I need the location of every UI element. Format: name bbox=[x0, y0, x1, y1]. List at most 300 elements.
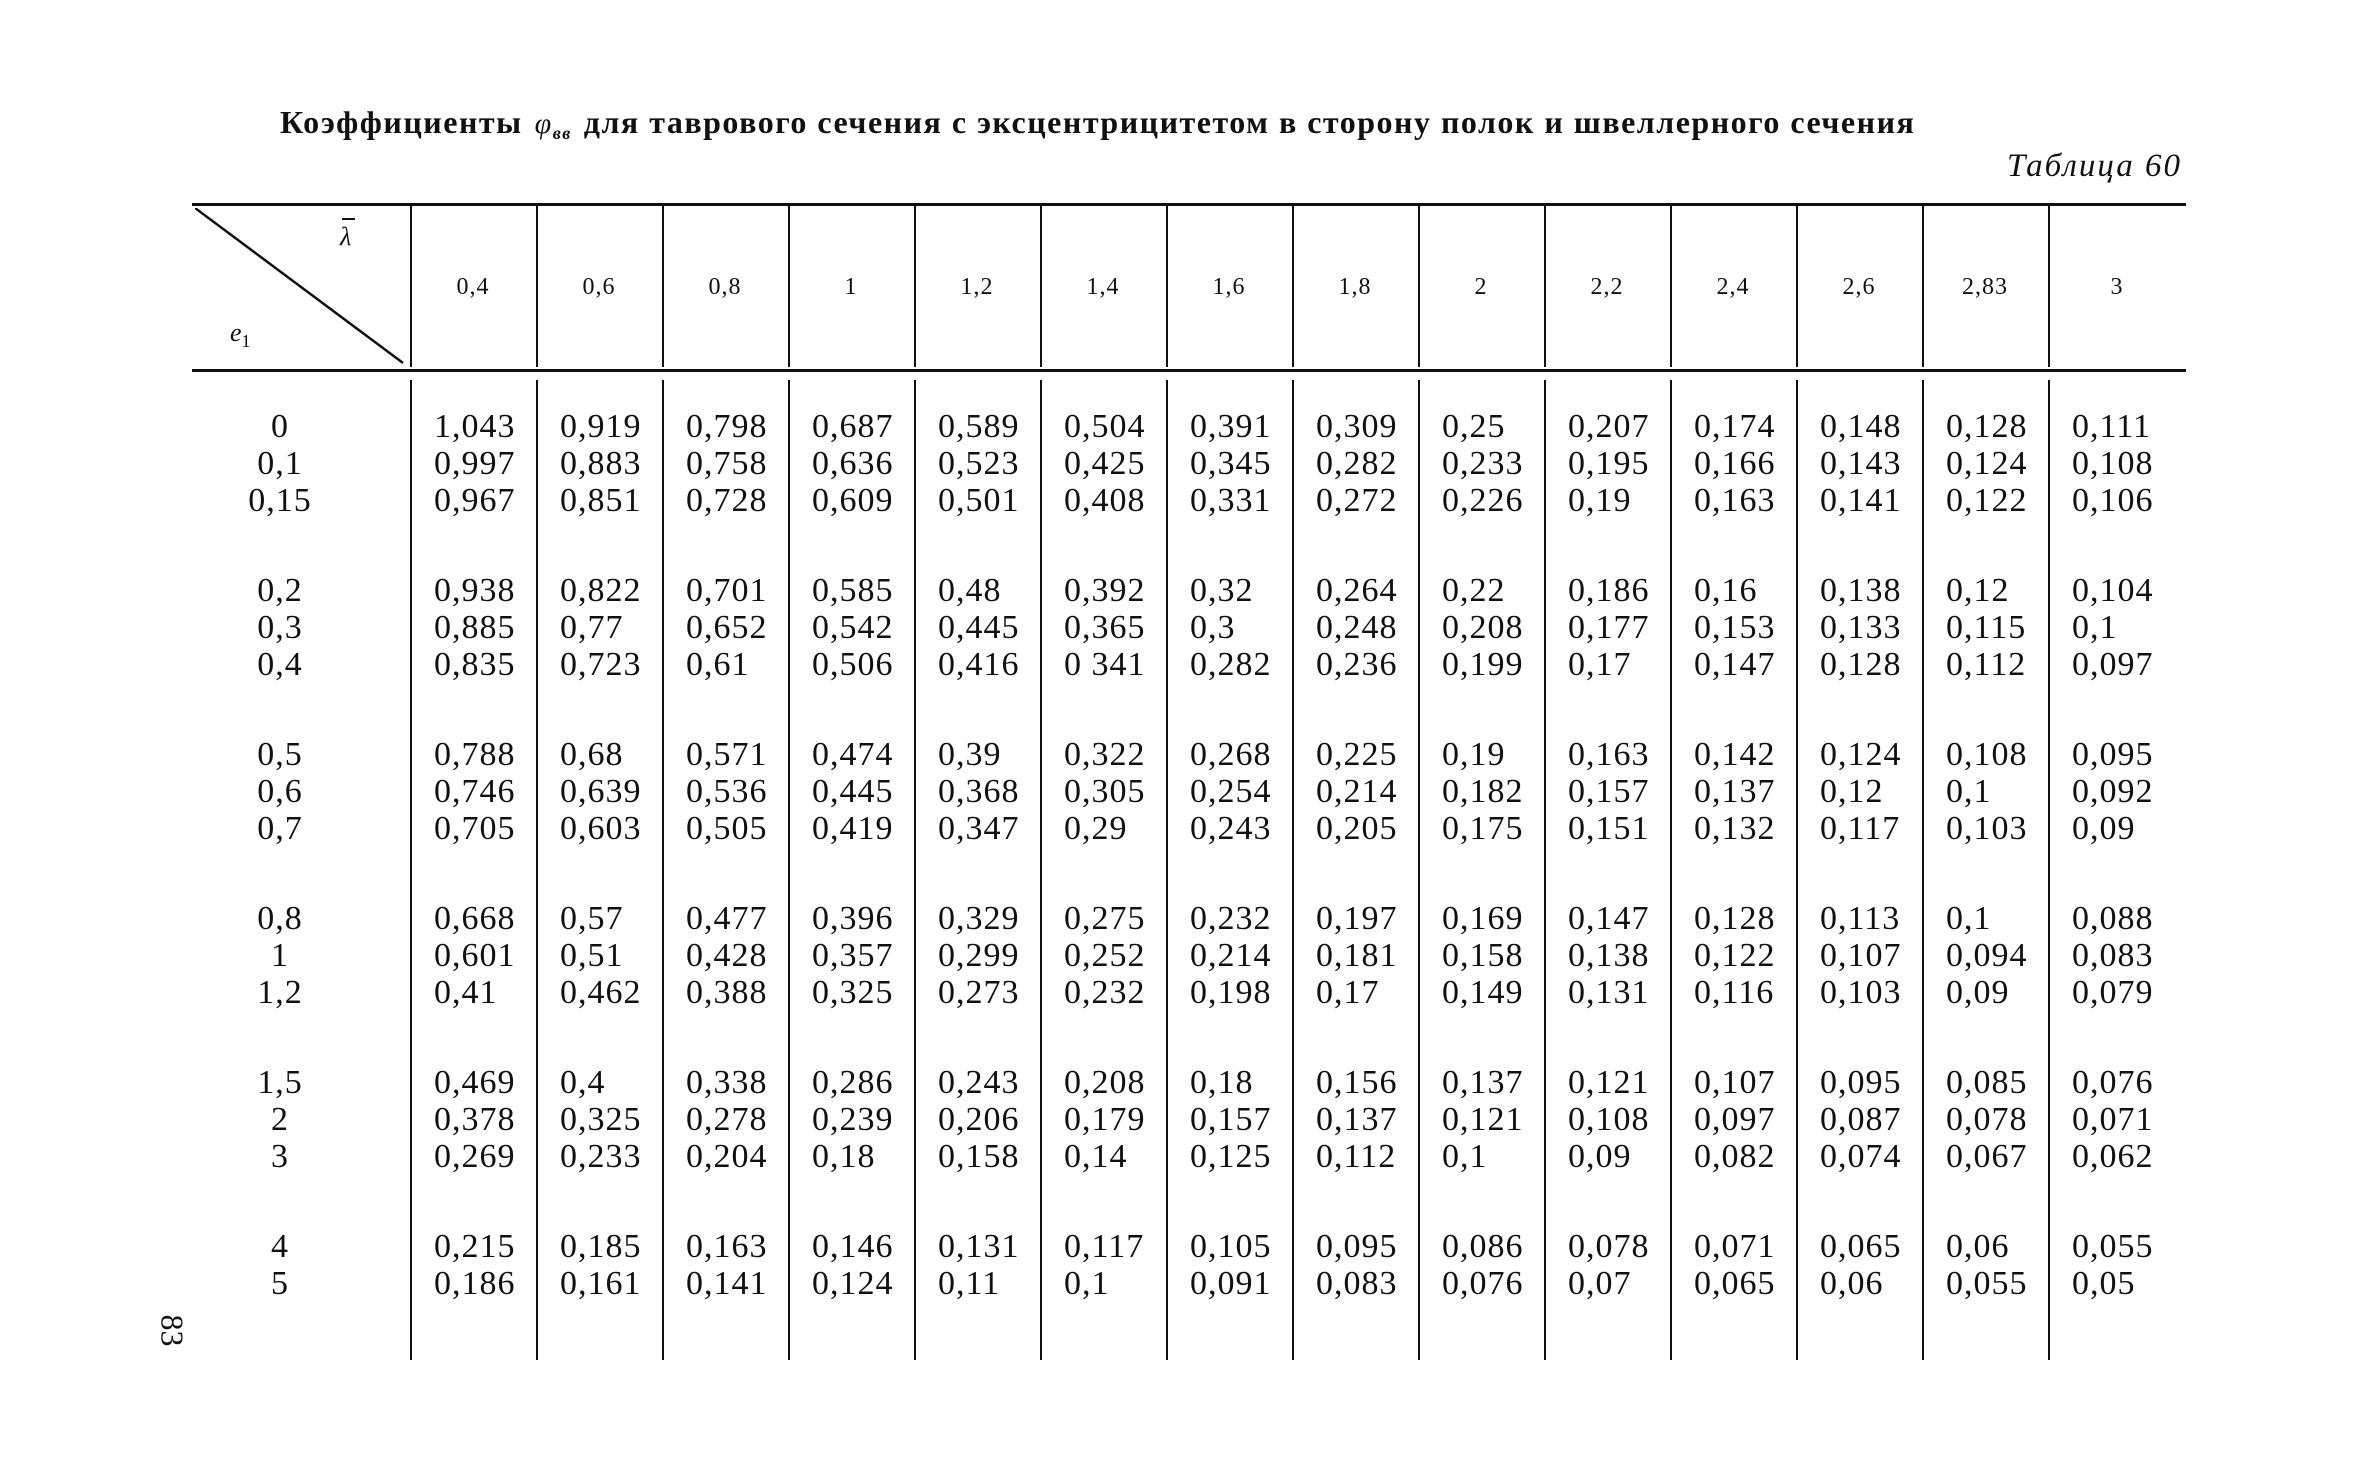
coefficient-cell: 0,746 bbox=[434, 773, 516, 810]
coefficient-cell: 0,636 bbox=[812, 445, 894, 482]
coefficient-cell: 0,208 bbox=[1064, 1064, 1146, 1101]
coefficient-cell: 0,226 bbox=[1442, 482, 1524, 519]
coefficient-column-group bbox=[1316, 1228, 1398, 1302]
coefficient-cell: 0,347 bbox=[938, 810, 1020, 847]
coefficient-column-group bbox=[1190, 572, 1272, 683]
coefficient-cell: 0,243 bbox=[938, 1064, 1020, 1101]
coefficient-cell: 0,177 bbox=[1568, 609, 1650, 646]
coefficient-cell: 0,835 bbox=[434, 646, 516, 683]
coefficient-column-group bbox=[938, 1228, 1020, 1302]
coefficient-cell: 0,104 bbox=[2072, 572, 2154, 609]
coefficient-cell: 0,41 bbox=[434, 974, 498, 1011]
coefficient-cell: 0,214 bbox=[1190, 937, 1272, 974]
coefficient-column-group bbox=[1442, 1228, 1524, 1302]
coefficient-cell: 0,687 bbox=[812, 408, 894, 445]
coefficient-column-group bbox=[1190, 1228, 1272, 1302]
coefficient-cell: 0,143 bbox=[1820, 445, 1902, 482]
coefficient-cell: 0,388 bbox=[686, 974, 768, 1011]
lambda-header-cell: 2,2 bbox=[1590, 274, 1624, 300]
body-column-line bbox=[410, 380, 412, 1360]
coefficient-cell: 0,39 bbox=[938, 736, 1002, 773]
corner-diagonal bbox=[195, 208, 415, 366]
coefficient-cell: 0,06 bbox=[1820, 1265, 1884, 1302]
coefficient-cell: 0,269 bbox=[434, 1138, 516, 1175]
coefficient-column-group bbox=[560, 408, 642, 519]
header-rule bbox=[192, 369, 2186, 372]
coefficient-column-group bbox=[1190, 1064, 1272, 1175]
coefficient-column-group bbox=[938, 408, 1020, 519]
coefficient-cell: 0,254 bbox=[1190, 773, 1272, 810]
coefficient-cell: 0,233 bbox=[560, 1138, 642, 1175]
e1-value-group bbox=[200, 572, 360, 683]
coefficient-column-group bbox=[686, 1064, 768, 1175]
coefficient-cell: 0,728 bbox=[686, 482, 768, 519]
coefficient-cell: 0,158 bbox=[1442, 937, 1524, 974]
lambda-header-cell: 1,6 bbox=[1212, 274, 1246, 300]
coefficient-cell: 0,396 bbox=[812, 900, 894, 937]
coefficient-cell: 0,107 bbox=[1820, 937, 1902, 974]
coefficient-cell: 0 341 bbox=[1064, 646, 1146, 683]
coefficient-cell: 0,571 bbox=[686, 736, 768, 773]
coefficient-cell: 0,07 bbox=[1568, 1265, 1632, 1302]
e1-value-group bbox=[200, 1064, 360, 1175]
lambda-header-cell: 2 bbox=[1474, 274, 1488, 300]
coefficient-cell: 0,883 bbox=[560, 445, 642, 482]
e1-value: 1,2 bbox=[257, 974, 303, 1011]
coefficient-column-group bbox=[812, 1228, 894, 1302]
coefficient-cell: 0,05 bbox=[2072, 1265, 2136, 1302]
coefficient-cell: 0,166 bbox=[1694, 445, 1776, 482]
coefficient-column-group bbox=[1316, 900, 1398, 1011]
e1-value: 1,5 bbox=[257, 1064, 303, 1101]
e1-value: 0,3 bbox=[257, 609, 303, 646]
coefficient-column-group bbox=[1946, 572, 2026, 683]
body-column-line bbox=[914, 380, 916, 1360]
coefficient-cell: 0,083 bbox=[1316, 1265, 1398, 1302]
coefficient-column-group bbox=[1568, 1228, 1650, 1302]
coefficient-cell: 0,239 bbox=[812, 1101, 894, 1138]
coefficient-cell: 0,1 bbox=[1442, 1138, 1488, 1175]
coefficient-cell: 0,199 bbox=[1442, 646, 1524, 683]
coefficient-cell: 0,174 bbox=[1694, 408, 1776, 445]
coefficient-cell: 0,198 bbox=[1190, 974, 1272, 1011]
coefficient-column-group bbox=[434, 408, 516, 519]
coefficient-column-group bbox=[812, 408, 894, 519]
table-number-label: Таблица 60 bbox=[2007, 148, 2182, 184]
lambda-header-cell: 1,8 bbox=[1338, 274, 1372, 300]
title-lead: Коэффициенты bbox=[280, 104, 523, 140]
coefficient-cell: 0,132 bbox=[1694, 810, 1776, 847]
coefficient-cell: 0,122 bbox=[1694, 937, 1776, 974]
coefficient-cell: 0,25 bbox=[1442, 408, 1506, 445]
coefficient-cell: 0,157 bbox=[1568, 773, 1650, 810]
coefficient-cell: 0,18 bbox=[812, 1138, 876, 1175]
e1-value: 4 bbox=[271, 1228, 289, 1265]
coefficient-cell: 0,51 bbox=[560, 937, 624, 974]
coefficient-cell: 0,17 bbox=[1316, 974, 1380, 1011]
coefficient-cell: 0,163 bbox=[686, 1228, 768, 1265]
coefficient-cell: 0,065 bbox=[1820, 1228, 1902, 1265]
coefficient-cell: 0,77 bbox=[560, 609, 624, 646]
coefficient-cell: 0,186 bbox=[434, 1265, 516, 1302]
coefficient-cell: 0,09 bbox=[1946, 974, 2010, 1011]
coefficient-cell: 0,128 bbox=[1820, 646, 1902, 683]
coefficient-cell: 0,09 bbox=[2072, 810, 2136, 847]
coefficient-column-group bbox=[2072, 736, 2154, 847]
coefficient-cell: 0,062 bbox=[2072, 1138, 2154, 1175]
coefficient-cell: 0,055 bbox=[1946, 1265, 2028, 1302]
coefficient-cell: 0,445 bbox=[812, 773, 894, 810]
coefficient-cell: 0,668 bbox=[434, 900, 516, 937]
coefficient-column-group bbox=[2072, 1228, 2154, 1302]
coefficient-column-group bbox=[938, 1064, 1020, 1175]
coefficient-cell: 0,106 bbox=[2072, 482, 2154, 519]
header-column-line bbox=[1040, 205, 1042, 367]
coefficient-column-group bbox=[812, 1064, 894, 1175]
coefficient-cell: 0,125 bbox=[1190, 1138, 1272, 1175]
coefficient-cell: 0,788 bbox=[434, 736, 516, 773]
coefficient-cell: 0,22 bbox=[1442, 572, 1506, 609]
coefficient-cell: 0,181 bbox=[1316, 937, 1398, 974]
coefficient-cell: 0,103 bbox=[1946, 810, 2028, 847]
coefficient-cell: 0,112 bbox=[1946, 646, 2027, 683]
coefficient-column-group bbox=[434, 1228, 516, 1302]
header-column-line bbox=[1796, 205, 1798, 367]
coefficient-cell: 0,652 bbox=[686, 609, 768, 646]
body-column-line bbox=[1166, 380, 1168, 1360]
coefficient-cell: 0,601 bbox=[434, 937, 516, 974]
coefficient-cell: 0,603 bbox=[560, 810, 642, 847]
coefficient-cell: 0,208 bbox=[1442, 609, 1524, 646]
coefficient-cell: 0,09 bbox=[1568, 1138, 1632, 1175]
coefficient-cell: 0,252 bbox=[1064, 937, 1146, 974]
header-column-line bbox=[1292, 205, 1294, 367]
coefficient-cell: 0,097 bbox=[2072, 646, 2154, 683]
coefficient-cell: 0,723 bbox=[560, 646, 642, 683]
coefficient-cell: 0,124 bbox=[1820, 736, 1902, 773]
coefficient-column-group bbox=[1946, 900, 2028, 1011]
coefficient-cell: 0,542 bbox=[812, 609, 894, 646]
lambda-header-cell: 1,4 bbox=[1086, 274, 1120, 300]
coefficient-cell: 0,186 bbox=[1568, 572, 1650, 609]
coefficient-cell: 0,197 bbox=[1316, 900, 1398, 937]
coefficient-cell: 0,419 bbox=[812, 810, 894, 847]
body-column-line bbox=[1040, 380, 1042, 1360]
body-column-line bbox=[1418, 380, 1420, 1360]
coefficient-cell: 0,272 bbox=[1316, 482, 1398, 519]
coefficient-cell: 0,967 bbox=[434, 482, 516, 519]
header-column-line bbox=[788, 205, 790, 367]
header-column-line bbox=[2048, 205, 2050, 367]
coefficient-cell: 0,585 bbox=[812, 572, 894, 609]
header-column-line bbox=[536, 205, 538, 367]
coefficient-cell: 0,14 bbox=[1064, 1138, 1128, 1175]
coefficient-cell: 0,309 bbox=[1316, 408, 1398, 445]
coefficient-column-group bbox=[686, 572, 768, 683]
coefficient-cell: 0,107 bbox=[1694, 1064, 1776, 1101]
coefficient-cell: 0,108 bbox=[2072, 445, 2154, 482]
coefficient-column-group bbox=[2072, 408, 2154, 519]
lambda-header-cell: 1 bbox=[844, 274, 858, 300]
coefficient-cell: 0,232 bbox=[1190, 900, 1272, 937]
lambda-header-cell: 1,2 bbox=[960, 274, 994, 300]
coefficient-column-group bbox=[560, 1228, 642, 1302]
coefficient-cell: 0,138 bbox=[1568, 937, 1650, 974]
coefficient-cell: 0,128 bbox=[1694, 900, 1776, 937]
coefficient-cell: 0,236 bbox=[1316, 646, 1398, 683]
coefficient-cell: 0,161 bbox=[560, 1265, 642, 1302]
coefficient-cell: 0,108 bbox=[1568, 1101, 1650, 1138]
coefficient-cell: 0,215 bbox=[434, 1228, 516, 1265]
coefficient-cell: 0,086 bbox=[1442, 1228, 1524, 1265]
coefficient-cell: 0,639 bbox=[560, 773, 642, 810]
e1-value-group bbox=[200, 408, 360, 519]
coefficient-column-group bbox=[1568, 572, 1650, 683]
coefficient-column-group bbox=[1442, 900, 1524, 1011]
coefficient-cell: 0,067 bbox=[1946, 1138, 2028, 1175]
coefficient-column-group bbox=[1316, 736, 1398, 847]
coefficient-column-group bbox=[1820, 408, 1902, 519]
lambda-header-cell: 0,6 bbox=[582, 274, 616, 300]
coefficient-cell: 0,108 bbox=[1946, 736, 2028, 773]
e1-value: 0,15 bbox=[248, 482, 312, 519]
coefficient-cell: 0,325 bbox=[812, 974, 894, 1011]
coefficient-cell: 0,158 bbox=[938, 1138, 1020, 1175]
coefficient-cell: 0,286 bbox=[812, 1064, 894, 1101]
coefficient-column-group bbox=[1064, 1228, 1144, 1302]
coefficient-column-group bbox=[560, 736, 642, 847]
coefficient-cell: 0,504 bbox=[1064, 408, 1146, 445]
coefficient-column-group bbox=[686, 900, 768, 1011]
coefficient-cell: 0,425 bbox=[1064, 445, 1146, 482]
coefficient-cell: 0,273 bbox=[938, 974, 1020, 1011]
coefficient-cell: 0,243 bbox=[1190, 810, 1272, 847]
coefficient-cell: 0,095 bbox=[2072, 736, 2154, 773]
e1-value: 0 bbox=[271, 408, 289, 445]
header-column-line bbox=[662, 205, 664, 367]
e1-value: 2 bbox=[271, 1101, 289, 1138]
coefficient-cell: 0,523 bbox=[938, 445, 1020, 482]
coefficient-column-group bbox=[1820, 900, 1902, 1011]
coefficient-column-group bbox=[1064, 408, 1146, 519]
coefficient-cell: 0,248 bbox=[1316, 609, 1398, 646]
body-column-line bbox=[1796, 380, 1798, 1360]
coefficient-cell: 0,589 bbox=[938, 408, 1020, 445]
coefficient-cell: 0,428 bbox=[686, 937, 768, 974]
coefficient-cell: 0,185 bbox=[560, 1228, 642, 1265]
coefficient-cell: 0,12 bbox=[1820, 773, 1884, 810]
coefficient-cell: 0,115 bbox=[1946, 609, 2027, 646]
coefficient-cell: 0,331 bbox=[1190, 482, 1272, 519]
coefficient-column-group bbox=[1694, 900, 1776, 1011]
coefficient-cell: 0,149 bbox=[1442, 974, 1524, 1011]
coefficient-cell: 0,11 bbox=[938, 1265, 1001, 1302]
e1-value: 1 bbox=[271, 937, 289, 974]
top-rule bbox=[192, 203, 2186, 206]
coefficient-cell: 0,076 bbox=[1442, 1265, 1524, 1302]
coefficient-cell: 0,536 bbox=[686, 773, 768, 810]
coefficient-cell: 0,112 bbox=[1316, 1138, 1397, 1175]
header-column-line bbox=[410, 205, 412, 367]
coefficient-column-group bbox=[1442, 572, 1524, 683]
lambda-label: λ bbox=[340, 222, 351, 252]
coefficient-cell: 0,57 bbox=[560, 900, 624, 937]
e1-value: 0,8 bbox=[257, 900, 303, 937]
coefficient-cell: 0,204 bbox=[686, 1138, 768, 1175]
coefficient-cell: 0,325 bbox=[560, 1101, 642, 1138]
lambda-header-cell: 0,4 bbox=[456, 274, 490, 300]
coefficient-cell: 0,365 bbox=[1064, 609, 1146, 646]
coefficient-column-group bbox=[434, 1064, 516, 1175]
body-column-line bbox=[1670, 380, 1672, 1360]
coefficient-column-group bbox=[1064, 736, 1146, 847]
coefficient-cell: 0,141 bbox=[686, 1265, 768, 1302]
coefficient-column-group bbox=[1568, 900, 1650, 1011]
coefficient-cell: 0,19 bbox=[1568, 482, 1632, 519]
coefficient-column-group bbox=[1694, 1228, 1776, 1302]
coefficient-cell: 0,117 bbox=[1064, 1228, 1145, 1265]
coefficient-column-group bbox=[812, 572, 894, 683]
coefficient-cell: 0,16 bbox=[1694, 572, 1758, 609]
coefficient-cell: 0,501 bbox=[938, 482, 1020, 519]
coefficient-cell: 0,997 bbox=[434, 445, 516, 482]
coefficient-cell: 0,18 bbox=[1190, 1064, 1254, 1101]
coefficient-column-group bbox=[1316, 1064, 1398, 1175]
coefficient-column-group bbox=[812, 900, 894, 1011]
coefficient-cell: 0,131 bbox=[1568, 974, 1650, 1011]
table-title bbox=[280, 104, 1915, 144]
coefficient-cell: 0,225 bbox=[1316, 736, 1398, 773]
coefficient-cell: 0,19 bbox=[1442, 736, 1506, 773]
coefficient-cell: 0,278 bbox=[686, 1101, 768, 1138]
e1-value-group bbox=[200, 736, 360, 847]
coefficient-cell: 0,095 bbox=[1316, 1228, 1398, 1265]
header-column-line bbox=[1418, 205, 1420, 367]
coefficient-column-group bbox=[560, 1064, 642, 1175]
coefficient-cell: 0,116 bbox=[1694, 974, 1775, 1011]
coefficient-cell: 0,1 bbox=[1946, 900, 1992, 937]
coefficient-column-group bbox=[1442, 408, 1524, 519]
e1-value: 0,2 bbox=[257, 572, 303, 609]
coefficient-column-group bbox=[2072, 572, 2154, 683]
body-column-line bbox=[536, 380, 538, 1360]
coefficient-cell: 0,214 bbox=[1316, 773, 1398, 810]
coefficient-cell: 0,105 bbox=[1190, 1228, 1272, 1265]
coefficient-cell: 0,117 bbox=[1820, 810, 1901, 847]
coefficient-column-group bbox=[1316, 572, 1398, 683]
coefficient-column-group bbox=[1694, 1064, 1776, 1175]
coefficient-cell: 0,758 bbox=[686, 445, 768, 482]
coefficient-cell: 0,092 bbox=[2072, 773, 2154, 810]
e1-label: $e_1$ bbox=[230, 318, 251, 352]
lambda-header-cell: 2,83 bbox=[1962, 274, 2008, 300]
coefficient-column-group bbox=[1568, 408, 1650, 519]
coefficient-cell: 0,157 bbox=[1190, 1101, 1272, 1138]
coefficient-cell: 0,701 bbox=[686, 572, 768, 609]
coefficient-column-group bbox=[1820, 1064, 1902, 1175]
coefficient-cell: 0,156 bbox=[1316, 1064, 1398, 1101]
coefficient-cell: 0,147 bbox=[1568, 900, 1650, 937]
coefficient-cell: 0,078 bbox=[1946, 1101, 2028, 1138]
coefficient-cell: 0,32 bbox=[1190, 572, 1254, 609]
coefficient-cell: 0,1 bbox=[2072, 609, 2118, 646]
coefficient-cell: 0,282 bbox=[1316, 445, 1398, 482]
coefficient-column-group bbox=[938, 736, 1020, 847]
coefficient-cell: 0,148 bbox=[1820, 408, 1902, 445]
body-column-line bbox=[1544, 380, 1546, 1360]
coefficient-column-group bbox=[812, 736, 894, 847]
coefficient-cell: 0,097 bbox=[1694, 1101, 1776, 1138]
coefficient-column-group bbox=[1064, 900, 1146, 1011]
coefficient-column-group bbox=[1946, 736, 2028, 847]
coefficient-column-group bbox=[686, 736, 768, 847]
coefficient-cell: 0,206 bbox=[938, 1101, 1020, 1138]
title-rest: для таврового сечения с эксцентрицитетом в сторону полок и швеллерного сечения bbox=[583, 104, 1916, 140]
e1-value: 5 bbox=[271, 1265, 289, 1302]
coefficient-cell: 0,124 bbox=[812, 1265, 894, 1302]
coefficient-column-group bbox=[434, 736, 516, 847]
lambda-header-cell: 2,4 bbox=[1716, 274, 1750, 300]
coefficient-cell: 0,094 bbox=[1946, 937, 2028, 974]
coefficient-cell: 0,137 bbox=[1694, 773, 1776, 810]
coefficient-cell: 0,121 bbox=[1568, 1064, 1650, 1101]
coefficient-cell: 0,179 bbox=[1064, 1101, 1146, 1138]
coefficient-cell: 0,357 bbox=[812, 937, 894, 974]
coefficient-cell: 0,065 bbox=[1694, 1265, 1776, 1302]
coefficient-cell: 0,113 bbox=[1820, 900, 1901, 937]
coefficient-cell: 0,091 bbox=[1190, 1265, 1272, 1302]
coefficient-cell: 0,232 bbox=[1064, 974, 1146, 1011]
coefficient-cell: 0,885 bbox=[434, 609, 516, 646]
coefficient-cell: 0,329 bbox=[938, 900, 1020, 937]
coefficient-cell: 0,17 bbox=[1568, 646, 1632, 683]
coefficient-cell: 0,12 bbox=[1946, 572, 2010, 609]
coefficient-cell: 0,163 bbox=[1694, 482, 1776, 519]
page-number: 83 bbox=[154, 1314, 191, 1347]
coefficient-cell: 0,085 bbox=[1946, 1064, 2028, 1101]
coefficient-column-group bbox=[434, 900, 516, 1011]
coefficient-cell: 0,153 bbox=[1694, 609, 1776, 646]
coefficient-column-group bbox=[1190, 736, 1272, 847]
coefficient-cell: 0,322 bbox=[1064, 736, 1146, 773]
coefficient-cell: 0,076 bbox=[2072, 1064, 2154, 1101]
coefficient-cell: 0,079 bbox=[2072, 974, 2154, 1011]
coefficient-column-group bbox=[938, 900, 1020, 1011]
coefficient-column-group bbox=[1946, 408, 2028, 519]
coefficient-column-group bbox=[686, 1228, 768, 1302]
coefficient-cell: 0,233 bbox=[1442, 445, 1524, 482]
coefficient-column-group bbox=[1946, 1064, 2028, 1175]
coefficient-cell: 0,071 bbox=[1694, 1228, 1776, 1265]
coefficient-column-group bbox=[1820, 1228, 1902, 1302]
coefficient-cell: 0,338 bbox=[686, 1064, 768, 1101]
coefficient-cell: 0,205 bbox=[1316, 810, 1398, 847]
coefficient-column-group bbox=[1190, 900, 1272, 1011]
coefficient-cell: 0,477 bbox=[686, 900, 768, 937]
coefficient-cell: 0,3 bbox=[1190, 609, 1236, 646]
lambda-header-cell: 3 bbox=[2110, 274, 2124, 300]
coefficient-cell: 0,124 bbox=[1946, 445, 2028, 482]
coefficient-column-group bbox=[434, 572, 516, 683]
coefficient-cell: 0,378 bbox=[434, 1101, 516, 1138]
body-column-line bbox=[2048, 380, 2050, 1360]
coefficient-cell: 0,798 bbox=[686, 408, 768, 445]
lambda-header-cell: 0,8 bbox=[708, 274, 742, 300]
coefficient-cell: 0,919 bbox=[560, 408, 642, 445]
coefficient-cell: 0,175 bbox=[1442, 810, 1524, 847]
coefficient-column-group bbox=[2072, 1064, 2154, 1175]
coefficient-cell: 0,083 bbox=[2072, 937, 2154, 974]
